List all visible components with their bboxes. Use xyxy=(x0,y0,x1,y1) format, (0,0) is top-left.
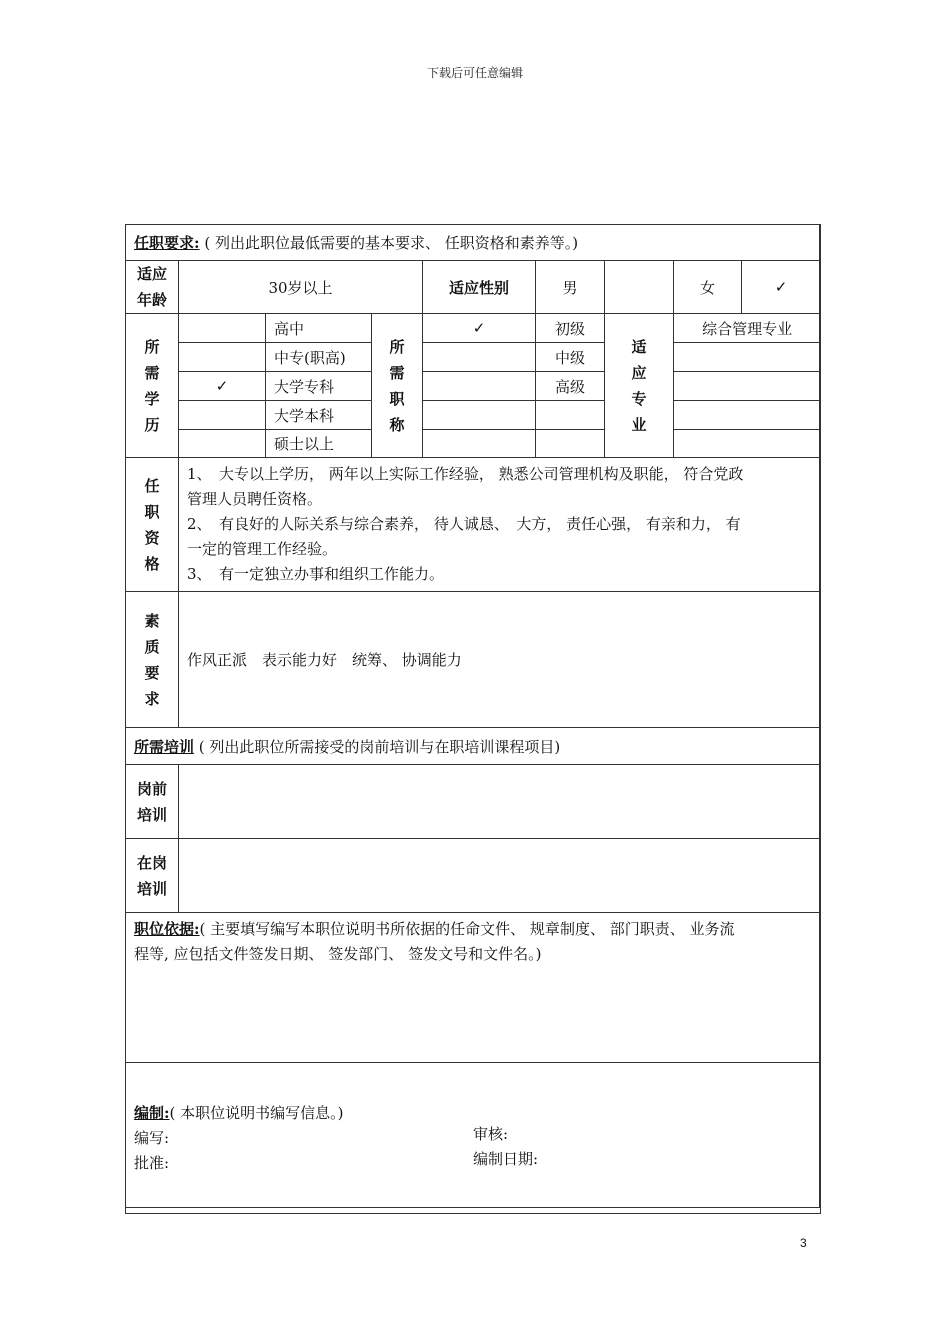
title-mark[interactable] xyxy=(423,430,536,458)
compile-heading: 编制: xyxy=(134,1104,170,1122)
gender-label: 适应性别 xyxy=(423,261,536,314)
gender-male-check[interactable] xyxy=(605,261,674,314)
training-heading-row xyxy=(126,728,821,765)
education-level: 中专(职高) xyxy=(266,343,372,372)
major-value[interactable] xyxy=(674,430,821,458)
training-note: ( 列出此职位所需接受的岗前培训与在职培训课程项目) xyxy=(198,737,561,756)
education-mark[interactable] xyxy=(179,343,266,372)
title-level: 高级 xyxy=(536,372,605,401)
title-level xyxy=(536,430,605,458)
basis-cell[interactable] xyxy=(126,913,821,1063)
age-label: 适应 年龄 xyxy=(126,261,179,314)
basis-note-l1: ( 主要填写编写本职位说明书所依据的任命文件、 规章制度、 部门职责、 业务流 xyxy=(199,920,735,938)
education-level: 硕士以上 xyxy=(266,430,372,458)
training-heading: 所需培训 xyxy=(134,737,195,756)
compile-date-label[interactable]: 编制日期: xyxy=(473,1150,539,1168)
major-value[interactable] xyxy=(674,372,821,401)
education-mark[interactable] xyxy=(179,314,266,343)
title-label: 所 需 职 称 xyxy=(372,314,423,458)
gender-female: 女 xyxy=(674,261,742,314)
title-level: 初级 xyxy=(536,314,605,343)
education-mark[interactable]: ✓ xyxy=(179,372,266,401)
basis-heading: 职位依据: xyxy=(134,920,200,938)
age-value[interactable]: 30岁以上 xyxy=(179,261,423,314)
qualities-value[interactable]: 作风正派 表示能力好 统筹、 协调能力 xyxy=(179,592,821,728)
education-level: 大学本科 xyxy=(266,401,372,430)
title-mark[interactable] xyxy=(423,372,536,401)
education-mark[interactable] xyxy=(179,430,266,458)
page-number: 3 xyxy=(800,1236,807,1250)
qualities-label: 素 质 要 求 xyxy=(126,592,179,728)
requirements-note: ( 列出此职位最低需要的基本要求、 任职资格和素养等。) xyxy=(204,234,579,252)
job-requirements-form xyxy=(125,224,821,1214)
pre-training-value[interactable] xyxy=(179,765,821,839)
education-level: 大学专科 xyxy=(266,372,372,401)
title-mark[interactable] xyxy=(423,343,536,372)
requirements-heading: 任职要求: xyxy=(134,234,200,252)
qualifications-text[interactable]: 1、 大专以上学历， 两年以上实际工作经验， 熟悉公司管理机构及职能， 符合党政 管理人员聘任资格。 2、 有良好的人际关系与综合素养， 待人诚恳、 大方， 责任心强， 有亲和力， 有 一定的管理工作经验。 3、 有一定独立办事和组织工作能力。 xyxy=(179,458,821,592)
major-value[interactable]: 综合管理专业 xyxy=(674,314,821,343)
requirements-heading-row xyxy=(126,225,821,261)
title-level: 中级 xyxy=(536,343,605,372)
major-value[interactable] xyxy=(674,401,821,430)
title-level xyxy=(536,401,605,430)
major-value[interactable] xyxy=(674,343,821,372)
approver-label[interactable]: 批准: xyxy=(134,1154,170,1172)
onjob-training-label: 在岗 培训 xyxy=(126,839,179,913)
header-note: 下载后可任意编辑 xyxy=(426,66,523,80)
gender-female-check[interactable]: ✓ xyxy=(742,261,821,314)
basis-note-l2: 程等, 应包括文件签发日期、 签发部门、 签发文号和文件名。) xyxy=(134,945,542,963)
education-level: 高中 xyxy=(266,314,372,343)
education-mark[interactable] xyxy=(179,401,266,430)
onjob-training-value[interactable] xyxy=(179,839,821,913)
writer-label[interactable]: 编写: xyxy=(134,1129,170,1147)
major-label: 适 应 专 业 xyxy=(605,314,674,458)
education-label: 所 需 学 历 xyxy=(126,314,179,458)
reviewer-label[interactable]: 审核: xyxy=(473,1125,509,1143)
gender-male: 男 xyxy=(536,261,605,314)
title-mark[interactable] xyxy=(423,401,536,430)
qualifications-label: 任 职 资 格 xyxy=(126,458,179,592)
pre-training-label: 岗前 培训 xyxy=(126,765,179,839)
title-mark[interactable]: ✓ xyxy=(423,314,536,343)
compile-note: ( 本职位说明书编写信息。) xyxy=(169,1104,344,1122)
compile-cell xyxy=(126,1063,821,1214)
